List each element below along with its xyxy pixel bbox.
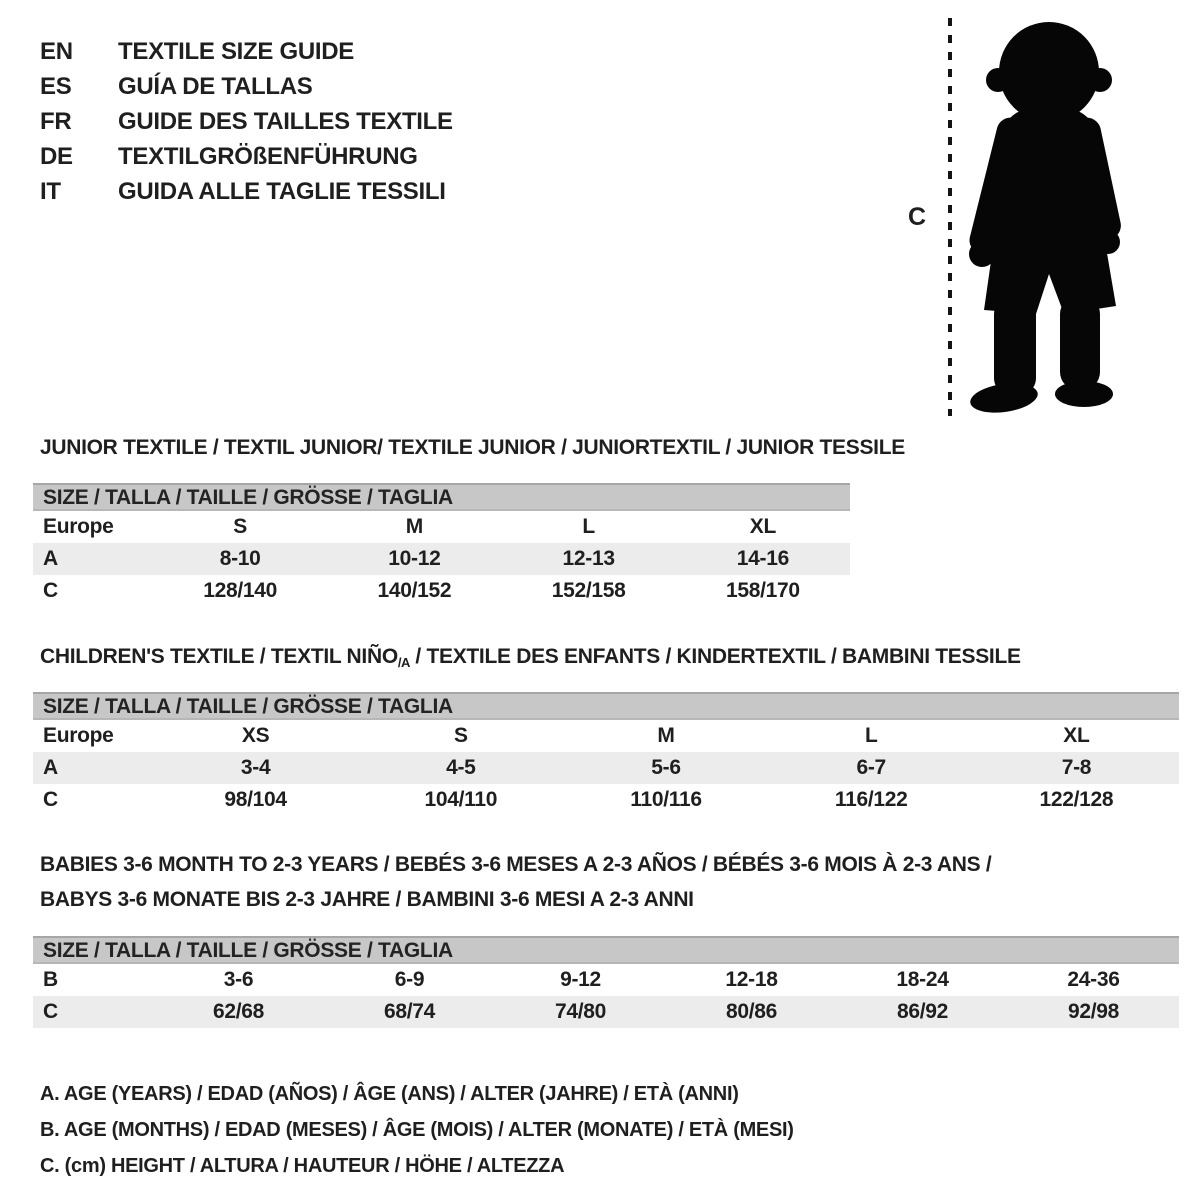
table-cell: S: [453, 724, 468, 747]
table-cell: 12-13: [562, 547, 615, 570]
language-code: ES: [40, 72, 72, 100]
row-label: B: [43, 968, 58, 991]
height-dashed-line: [946, 16, 954, 418]
babies-section-title-line1: BABIES 3-6 MONTH TO 2-3 YEARS / BEBÉS 3-6 MESES A 2-3 AÑOS / BÉBÉS 3-6 MOIS À 2-3 ANS /: [40, 853, 992, 876]
toddler-silhouette-image: [960, 16, 1146, 420]
table-cell: M: [405, 515, 423, 538]
table-cell: 9-12: [560, 968, 601, 991]
size-header-bar: SIZE / TALLA / TAILLE / GRÖSSE / TAGLIA: [33, 692, 1179, 720]
table-row: [33, 511, 850, 543]
table-cell: M: [657, 724, 675, 747]
language-row: [40, 34, 453, 69]
table-row: [33, 575, 850, 607]
table-cell: 62/68: [212, 1000, 265, 1023]
table-row: [33, 964, 1179, 996]
junior-size-table: [33, 483, 850, 607]
row-label: A: [43, 547, 58, 570]
legend-line-b: B. AGE (MONTHS) / EDAD (MESES) / ÂGE (MOIS) / ALTER (MONATE) / ETÀ (MESI): [40, 1119, 794, 1141]
height-measure-label: C: [908, 203, 926, 231]
row-label: C: [43, 579, 58, 602]
language-row: [40, 104, 453, 139]
table-cell: 140/152: [377, 579, 452, 602]
table-cell: 8-10: [219, 547, 261, 570]
table-row: [33, 720, 1179, 752]
table-cell: 3-6: [223, 968, 254, 991]
table-cell: 98/104: [224, 788, 287, 811]
table-cell: 68/74: [383, 1000, 436, 1023]
table-cell: 14-16: [736, 547, 789, 570]
table-cell: 104/110: [424, 788, 498, 811]
table-cell: 122/128: [1039, 788, 1114, 811]
table-cell: 12-18: [725, 968, 778, 991]
measure-legend: [40, 1076, 794, 1184]
language-title-list: [40, 34, 453, 209]
guide-title: GUIDA ALLE TAGLIE TESSILI: [118, 177, 446, 205]
table-cell: 74/80: [554, 1000, 607, 1023]
size-header-bar: SIZE / TALLA / TAILLE / GRÖSSE / TAGLIA: [33, 483, 850, 511]
guide-title: GUÍA DE TALLAS: [118, 72, 313, 100]
table-cell: 128/140: [203, 579, 278, 602]
table-cell: 152/158: [551, 579, 626, 602]
table-cell: 116/122: [834, 788, 908, 811]
row-label: C: [43, 788, 58, 811]
table-cell: 6-7: [856, 756, 886, 779]
size-header-bar: SIZE / TALLA / TAILLE / GRÖSSE / TAGLIA: [33, 936, 1179, 964]
table-row: [33, 543, 850, 575]
language-row: [40, 69, 453, 104]
children-size-table: [33, 692, 1179, 816]
row-label: Europe: [43, 515, 114, 538]
guide-title: GUIDE DES TAILLES TEXTILE: [118, 107, 453, 135]
table-cell: XL: [1063, 724, 1090, 747]
table-cell: 86/92: [896, 1000, 949, 1023]
table-cell: L: [864, 724, 878, 747]
table-cell: 5-6: [651, 756, 681, 779]
table-cell: 18-24: [896, 968, 949, 991]
table-cell: 80/86: [725, 1000, 778, 1023]
table-cell: 6-9: [394, 968, 425, 991]
junior-section-title: JUNIOR TEXTILE / TEXTIL JUNIOR/ TEXTILE JUNIOR / JUNIORTEXTIL / JUNIOR TESSILE: [40, 436, 905, 459]
table-cell: 7-8: [1061, 756, 1092, 779]
table-row: [33, 784, 1179, 816]
table-cell: 158/170: [725, 579, 800, 602]
babies-size-table: [33, 936, 1179, 1028]
children-title-sub: /A: [397, 655, 410, 670]
babies-section-title-line2: BABYS 3-6 MONATE BIS 2-3 JAHRE / BAMBINI 3-6 MESI A 2-3 ANNI: [40, 888, 694, 911]
table-cell: 110/116: [630, 788, 702, 811]
table-cell: S: [233, 515, 247, 538]
children-title-pre: CHILDREN'S TEXTILE / TEXTIL NIÑO: [40, 645, 398, 668]
table-cell: 4-5: [446, 756, 476, 779]
table-row: [33, 752, 1179, 784]
row-label: C: [43, 1000, 58, 1023]
language-code: EN: [40, 37, 73, 65]
table-cell: L: [582, 515, 595, 538]
guide-title: TEXTILGRÖßENFÜHRUNG: [118, 142, 418, 170]
children-section-title: [40, 645, 1021, 670]
language-code: FR: [40, 107, 72, 135]
table-cell: 10-12: [388, 547, 441, 570]
table-cell: 92/98: [1067, 1000, 1120, 1023]
row-label: Europe: [43, 724, 114, 747]
table-row: [33, 996, 1179, 1028]
legend-line-c: C. (cm) HEIGHT / ALTURA / HAUTEUR / HÖHE / ALTEZZA: [40, 1155, 565, 1177]
row-label: A: [43, 756, 58, 779]
language-row: [40, 174, 453, 209]
language-code: IT: [40, 177, 61, 205]
table-cell: 3-4: [240, 756, 271, 779]
guide-title: TEXTILE SIZE GUIDE: [118, 37, 354, 65]
table-cell: XL: [749, 515, 776, 538]
language-row: [40, 139, 453, 174]
language-code: DE: [40, 142, 73, 170]
table-cell: 24-36: [1067, 968, 1120, 991]
children-title-post: / TEXTILE DES ENFANTS / KINDERTEXTIL / BAMBINI TESSILE: [409, 645, 1021, 668]
table-cell: XS: [241, 724, 270, 747]
legend-line-a: A. AGE (YEARS) / EDAD (AÑOS) / ÂGE (ANS) / ALTER (JAHRE) / ETÀ (ANNI): [40, 1083, 739, 1105]
